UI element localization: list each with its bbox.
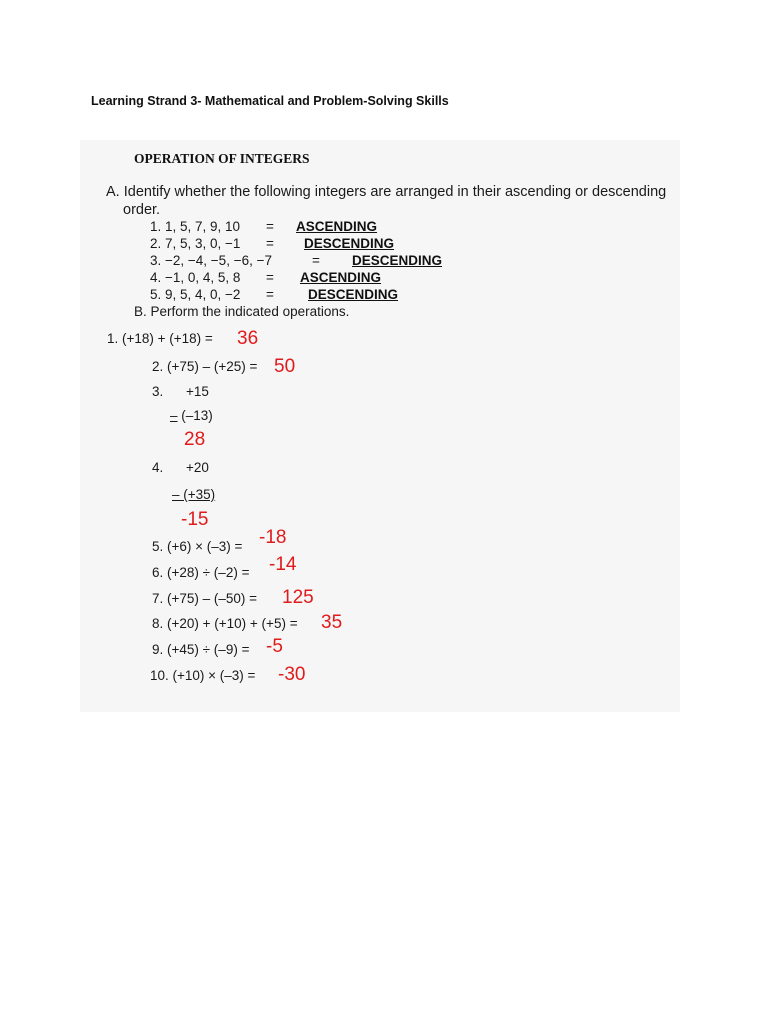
part-a-equals-4: = (266, 270, 274, 285)
part-b-answer-3: 28 (184, 429, 206, 450)
part-b-question-8: 8. (+20) + (+10) + (+5) = (152, 616, 298, 631)
part-a-equals-2: = (266, 236, 274, 251)
worksheet-title: OPERATION OF INTEGERS (134, 151, 310, 166)
part-a-question-2: 2. 7, 5, 3, 0, −1 (150, 236, 241, 251)
part-a-question-5: 5. 9, 5, 4, 0, −2 (150, 287, 241, 302)
part-a-answer-2: DESCENDING (304, 236, 395, 251)
part-b-top-4: +20 (186, 460, 209, 475)
part-a-question-4: 4. −1, 0, 4, 5, 8 (150, 270, 241, 285)
part-a-equals-5: = (266, 287, 274, 302)
part-b-answer-7: 125 (282, 587, 314, 608)
part-b-top-3: +15 (186, 384, 209, 399)
part-b-answer-5: -18 (259, 527, 287, 548)
part-b-number-4: 4. (152, 460, 164, 475)
part-a-answer-3: DESCENDING (352, 253, 443, 268)
part-b-question-7: 7. (+75) – (–50) = (152, 591, 258, 606)
part-b-answer-10: -30 (278, 664, 306, 685)
part-b-number-3: 3. (152, 384, 164, 399)
part-b-answer-8: 35 (321, 612, 343, 633)
part-b-question-9: 9. (+45) ÷ (–9) = (152, 642, 250, 657)
part-a-answer-1: ASCENDING (296, 219, 378, 234)
part-a-answer-4: ASCENDING (300, 270, 382, 285)
part-b-instruction: B. Perform the indicated operations. (134, 304, 350, 319)
part-b-question-10: 10. (+10) × (–3) = (150, 668, 256, 683)
part-b-answer-6: -14 (269, 554, 297, 575)
part-a-answer-5: DESCENDING (308, 287, 399, 302)
part-a-instruction-line1: A. Identify whether the following integers are arranged in their ascending or descending (106, 184, 667, 200)
part-b-answer-2: 50 (274, 356, 296, 377)
strand-title: Learning Strand 3- Mathematical and Problem-Solving Skills (91, 94, 449, 108)
part-a-question-3: 3. −2, −4, −5, −6, −7 (150, 253, 272, 268)
part-a-question-1: 1. 1, 5, 7, 9, 10 (150, 219, 241, 234)
part-a-instruction-line2: order. (123, 202, 161, 218)
part-b-bottom-value-3: (–13) (177, 408, 213, 423)
part-b-answer-9: -5 (266, 636, 283, 657)
part-b-question-5: 5. (+6) × (–3) = (152, 539, 243, 554)
part-b-answer-1: 36 (237, 328, 259, 349)
part-b-question-1: 1. (+18) + (+18) = (107, 331, 213, 346)
part-b-bottom-3 (170, 408, 213, 423)
part-a-equals-3: = (312, 253, 320, 268)
part-b-question-2: 2. (+75) – (+25) = (152, 359, 258, 374)
part-b-bottom-4: – (+35) (172, 487, 216, 502)
part-b-bottom-op-3: – (170, 408, 178, 423)
part-a-equals-1: = (266, 219, 274, 234)
part-b-question-6: 6. (+28) ÷ (–2) = (152, 565, 250, 580)
part-b-answer-4: -15 (181, 509, 209, 530)
